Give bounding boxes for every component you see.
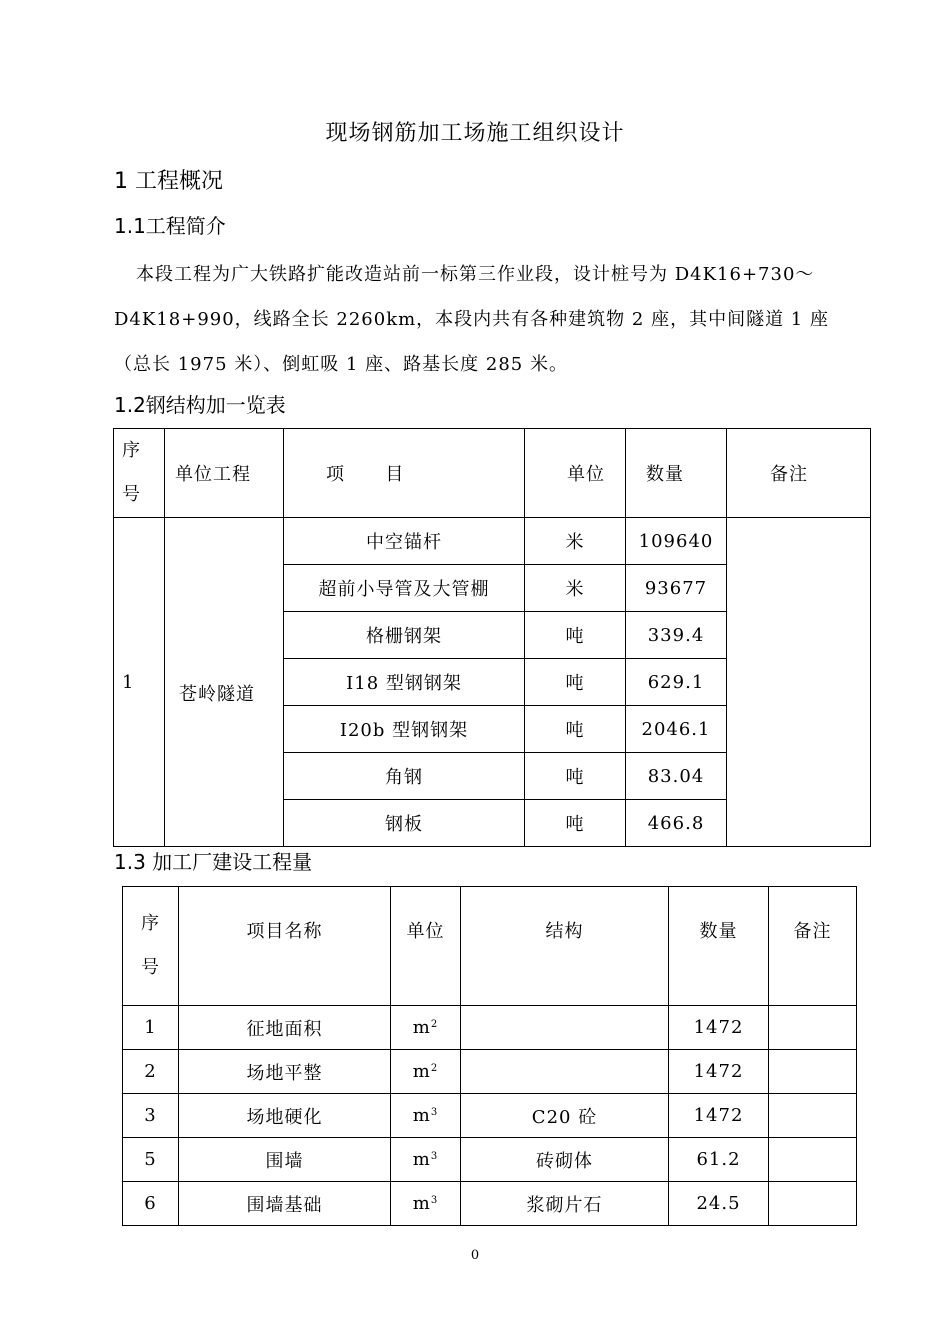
section-heading-1-1: 1.1工程简介 [114,214,226,238]
unit-base: m [412,1105,431,1126]
cell-qty: 339.4 [626,612,727,659]
steel-structure-table [113,428,871,847]
cell-unit: 吨 [525,706,626,753]
cell-unit-project: 苍岭隧道 [165,518,284,847]
section-heading-1: 1 工程概况 [114,169,223,194]
cell-item: I18 型钢钢架 [284,659,525,706]
cell-qty: 109640 [626,518,727,565]
cell-item: 钢板 [284,800,525,847]
cell-qty: 2046.1 [626,706,727,753]
cell-unit: 米 [525,565,626,612]
cell-qty: 1472 [669,1094,769,1138]
header-name: 项目名称 [179,887,391,1006]
cell-no: 6 [123,1182,179,1226]
unit-base: m [412,1149,431,1170]
table-row [123,1138,857,1182]
unit-exponent: 2 [430,1019,439,1030]
cell-remark [769,1182,857,1226]
cell-unit: 米 [525,518,626,565]
intro-line: （总长 1975 米）、倒虹吸 1 座、路基长度 285 米。 [114,354,568,375]
header-no [114,429,165,518]
cell-name: 场地平整 [179,1050,391,1094]
cell-remark [769,1006,857,1050]
cell-unit: 吨 [525,659,626,706]
table-header-row [123,887,857,1006]
header-remark: 备注 [769,887,857,1006]
cell-qty: 629.1 [626,659,727,706]
cell-remark [769,1138,857,1182]
header-no-bottom: 号 [141,957,160,978]
cell-no: 1 [114,518,165,847]
cell-name: 征地面积 [179,1006,391,1050]
cell-no: 5 [123,1138,179,1182]
cell-unit [391,1182,461,1226]
cell-qty: 93677 [626,565,727,612]
cell-qty: 1472 [669,1050,769,1094]
unit-exponent: 3 [430,1195,439,1206]
cell-unit: 吨 [525,612,626,659]
header-no-top: 序 [141,913,160,934]
cell-no: 2 [123,1050,179,1094]
cell-structure: 砖砌体 [461,1138,669,1182]
cell-name: 场地硬化 [179,1094,391,1138]
table-row [114,518,871,565]
cell-item: I20b 型钢钢架 [284,706,525,753]
unit-base: m [412,1061,431,1082]
unit-exponent: 2 [430,1063,439,1074]
table-row [123,1182,857,1226]
cell-unit [391,1006,461,1050]
cell-unit [391,1094,461,1138]
cell-qty: 1472 [669,1006,769,1050]
table-row [123,1006,857,1050]
table-header-row [114,429,871,518]
cell-qty: 61.2 [669,1138,769,1182]
section-heading-1-3: 1.3 加工厂建设工程量 [114,850,313,874]
page-number: 0 [470,1248,480,1263]
cell-unit: 吨 [525,753,626,800]
cell-name: 围墙 [179,1138,391,1182]
cell-remark [727,518,871,847]
plant-construction-table [122,886,857,1226]
header-structure: 结构 [461,887,669,1006]
cell-remark [769,1050,857,1094]
cell-unit: 吨 [525,800,626,847]
header-unit: 单位 [391,887,461,1006]
cell-item: 格栅钢架 [284,612,525,659]
cell-remark [769,1094,857,1138]
cell-item: 角钢 [284,753,525,800]
header-no [123,887,179,1006]
unit-exponent: 3 [430,1107,439,1118]
project-intro-paragraph [114,252,906,387]
cell-structure [461,1006,669,1050]
cell-unit [391,1138,461,1182]
header-qty: 数量 [626,429,727,518]
intro-line: 本段工程为广大铁路扩能改造站前一标第三作业段，设计桩号为 D4K16+730～ [136,264,815,285]
header-no-bottom: 号 [122,484,141,505]
cell-qty: 83.04 [626,753,727,800]
section-heading-1-2: 1.2钢结构加一览表 [114,393,286,417]
header-qty: 数量 [669,887,769,1006]
unit-base: m [412,1017,431,1038]
cell-item: 超前小导管及大管棚 [284,565,525,612]
cell-no: 3 [123,1094,179,1138]
cell-qty: 24.5 [669,1182,769,1226]
cell-structure: 浆砌片石 [461,1182,669,1226]
unit-base: m [412,1193,431,1214]
header-remark: 备注 [727,429,871,518]
cell-no: 1 [123,1006,179,1050]
header-unit-project: 单位工程 [165,429,284,518]
cell-unit [391,1050,461,1094]
table-row [123,1094,857,1138]
cell-structure [461,1050,669,1094]
intro-line: D4K18+990，线路全长 2260km，本段内共有各种建筑物 2 座，其中间隧道 1 座 [114,309,829,330]
document-title: 现场钢筋加工场施工组织设计 [325,121,625,146]
header-no-top: 序 [122,440,141,461]
cell-name: 围墙基础 [179,1182,391,1226]
header-item: 项 目 [284,429,525,518]
unit-exponent: 3 [430,1151,439,1162]
header-unit: 单位 [525,429,626,518]
cell-qty: 466.8 [626,800,727,847]
cell-item: 中空锚杆 [284,518,525,565]
cell-structure: C20 砼 [461,1094,669,1138]
table-row [123,1050,857,1094]
